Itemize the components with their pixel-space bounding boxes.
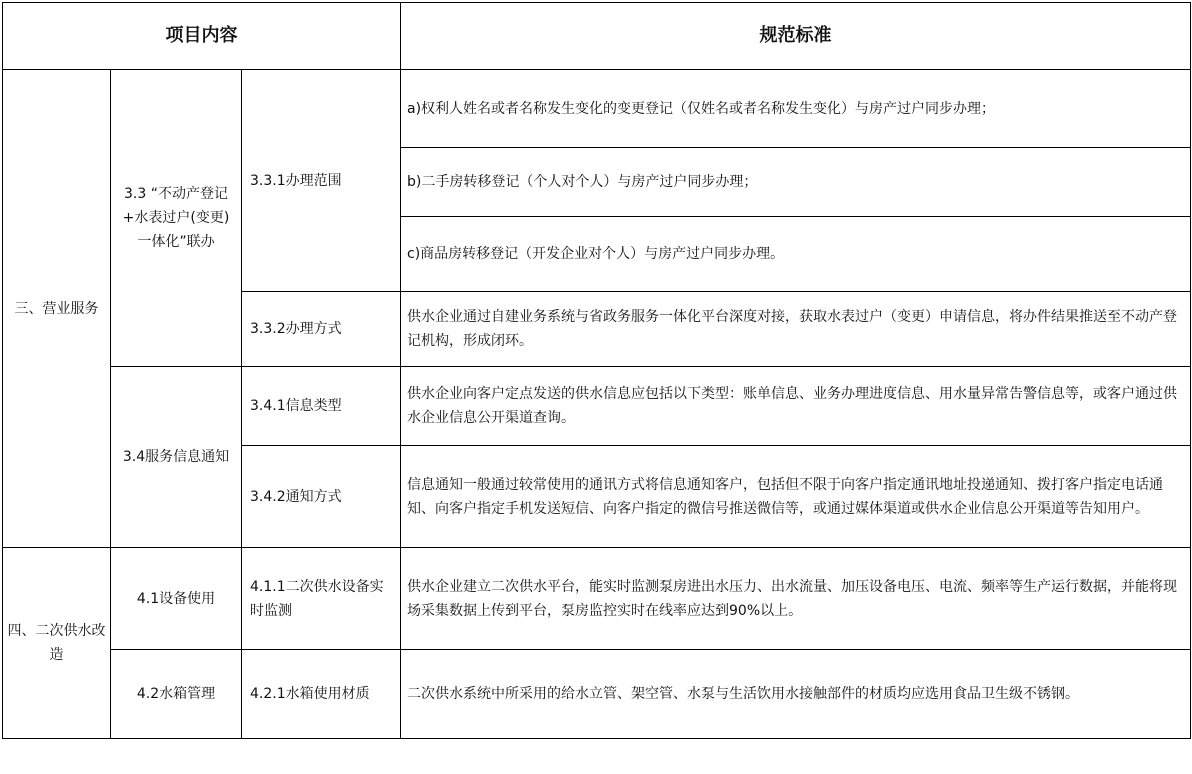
item-4-1: 4.1设备使用 — [111, 548, 242, 650]
item-3-3-2: 3.3.2办理方式 — [242, 292, 401, 367]
table-row — [3, 548, 1191, 650]
standard-3-3-1-c: c)商品房转移登记（开发企业对个人）与房产过户同步办理。 — [401, 217, 1191, 292]
table-row — [3, 70, 1191, 148]
standard-4-1-1: 供水企业建立二次供水平台，能实时监测泵房进出水压力、出水流量、加压设备电压、电流、频率等生产运行数据，并能将现场采集数据上传到平台，泵房监控实时在线率应达到90%以上。 — [401, 548, 1191, 650]
header-project-content: 项目内容 — [3, 3, 401, 70]
standard-3-3-2: 供水企业通过自建业务系统与省政务服务一体化平台深度对接，获取水表过户（变更）申请信息，将办件结果推送至不动产登记机构，形成闭环。 — [401, 292, 1191, 367]
standard-4-2-1: 二次供水系统中所采用的给水立管、架空管、水泵与生活饮用水接触部件的材质均应选用食品卫生级不锈钢。 — [401, 650, 1191, 739]
header-standard: 规范标准 — [401, 3, 1191, 70]
item-3-4-1: 3.4.1信息类型 — [242, 367, 401, 446]
item-4-2-1: 4.2.1水箱使用材质 — [242, 650, 401, 739]
standard-3-4-2: 信息通知一般通过较常使用的通讯方式将信息通知客户，包括但不限于向客户指定通讯地址投递通知、拨打客户指定电话通知、向客户指定手机发送短信、向客户指定的微信号推送微信等，或通过媒体渠道或供水企业信息公开渠道等告知用户。 — [401, 446, 1191, 548]
item-3-3-1: 3.3.1办理范围 — [242, 70, 401, 292]
standard-3-3-1-a: a)权利人姓名或者名称发生变化的变更登记（仅姓名或者名称发生变化）与房产过户同步办理； — [401, 70, 1191, 148]
section-secondary-water: 四、二次供水改造 — [3, 548, 111, 739]
table-row — [3, 650, 1191, 739]
standard-3-3-1-b: b)二手房转移登记（个人对个人）与房产过户同步办理； — [401, 148, 1191, 217]
item-4-2: 4.2水箱管理 — [111, 650, 242, 739]
item-3-4: 3.4服务信息通知 — [111, 367, 242, 548]
standard-3-4-1: 供水企业向客户定点发送的供水信息应包括以下类型：账单信息、业务办理进度信息、用水量异常告警信息等，或客户通过供水企业信息公开渠道查询。 — [401, 367, 1191, 446]
table-row — [3, 367, 1191, 446]
item-3-3: 3.3 “不动产登记+水表过户(变更)一体化”联办 — [111, 70, 242, 367]
item-4-1-1: 4.1.1二次供水设备实时监测 — [242, 548, 401, 650]
header-row — [3, 3, 1191, 70]
standards-table — [2, 2, 1191, 739]
section-business-service: 三、营业服务 — [3, 70, 111, 548]
item-3-4-2: 3.4.2通知方式 — [242, 446, 401, 548]
